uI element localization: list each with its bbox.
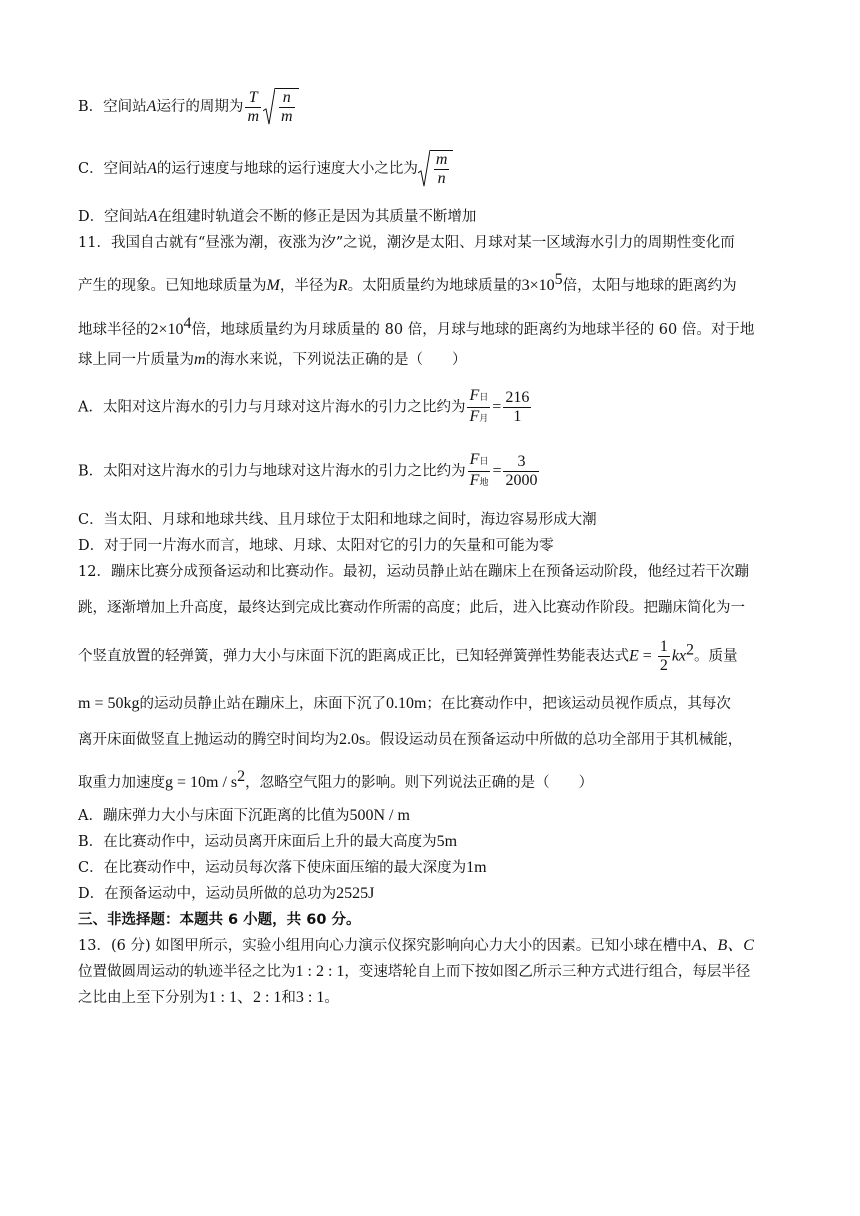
section-heading: 三、非选择题：本题共 6 小题，共 60 分。 — [78, 912, 361, 928]
text: B．空间站 — [78, 99, 147, 115]
text: C．空间站 — [78, 161, 148, 177]
q11-line-3: 地球半径的$2\times 10^4$倍，地球质量约为月球质量的 80 倍，月球与地球的距离约为地球半径的 60 倍。对于地 — [78, 315, 755, 338]
q12-option-a: A．蹦床弹力大小与床面下沉距离的比值为500N / m — [78, 807, 410, 824]
text: 运行的周期为 — [156, 99, 244, 115]
q10-option-d: D．空间站A在组建时轨道会不断的修正是因为其质量不断增加 — [78, 208, 477, 225]
fraction: $\frac{3}{2000}$ — [505, 453, 538, 489]
q12-option-c: C．在比赛动作中，运动员每次落下使床面压缩的最大深度为1m — [78, 859, 487, 876]
var: A — [147, 160, 157, 177]
fraction: $\frac{1}{2}$ — [659, 638, 668, 674]
q12-option-b: B．在比赛动作中，运动员离开床面后上升的最大高度为5m — [78, 833, 458, 850]
sqrt: $\frac{m}{n}$ — [418, 150, 454, 188]
q10-option-c — [78, 150, 453, 188]
q12-line-5: 离开床面做竖直上抛运动的腾空时间均为2.0s。假设运动员在预备运动中所做的总功全部用于其机械能， — [78, 731, 743, 748]
q12-line-6: 取重力加速度$g = 10m / s^2$，忽略空气阻力的影响。则下列说法正确的是（ ） — [78, 768, 594, 791]
q13-line-2: 位置做圆周运动的轨迹半径之比为1 : 2 : 1，变速塔轮自上而下按如图乙所示三种方式进行组合，每层半径 — [78, 963, 751, 980]
q10-option-b — [78, 88, 299, 126]
q11-option-a: A．太阳对这片海水的引力与月球对这片海水的引力之比约为 $\frac{\text{F日}}{\text{F月}}$ = $\frac{216}{1}$ — [78, 387, 533, 428]
fraction: $\frac{\text{F日}}{\text{F月}}$ — [469, 387, 489, 425]
text: 的运行速度与地球的运行速度大小之比为 — [156, 161, 418, 177]
q12-line-4: m = 50kg的运动员静止站在蹦床上，床面下沉了0.10m；在比赛动作中，把该运动员视作质点，其每次 — [78, 695, 731, 712]
q12-option-d: D．在预备运动中，运动员所做的总功为2525J — [78, 885, 375, 902]
sqrt: $\frac{n}{m}$ — [263, 88, 299, 126]
q11-line-4: 球上同一片质量为m的海水来说，下列说法正确的是（ ） — [78, 351, 467, 368]
fraction: $\frac{\text{F日}}{\text{F地}}$ — [469, 451, 489, 489]
q13-line-1: 13．(6 分) 如图甲所示，实验小组用向心力演示仪探究影响向心力大小的因素。已知小球在槽中A、B、C — [78, 937, 754, 954]
fraction: $\frac{T}{m}$ — [247, 88, 259, 125]
q12-line-2: 跳，逐渐增加上升高度，最终达到完成比赛动作所需的高度；此后，进入比赛动作阶段。把蹦床简化为一 — [78, 600, 745, 616]
q11-option-c: C．当太阳、月球和地球共线、且月球位于太阳和地球之间时，海边容易形成大潮 — [78, 512, 597, 528]
q13-line-3: 之比由上至下分别为1 : 1、2 : 1和3 : 1。 — [78, 989, 339, 1006]
q11-option-d: D．对于同一片海水而言，地球、月球、太阳对它的引力的矢量和可能为零 — [78, 538, 554, 554]
q11-option-b: B．太阳对这片海水的引力与地球对这片海水的引力之比约为 $\frac{\text{F日}}{\text{F地}}$ = $\frac{3}{2000}$ — [78, 451, 541, 492]
q12-line-1: 12．蹦床比赛分成预备运动和比赛动作。最初，运动员静止站在蹦床上在预备运动阶段，他经过若干次蹦 — [78, 564, 749, 580]
var: A — [146, 98, 157, 115]
q11-line-2: 产生的现象。已知地球质量为M，半径为R。太阳质量约为地球质量的$3\times 10^5$倍，太阳与地球的距离约为 — [78, 271, 737, 294]
q12-line-3: 个竖直放置的轻弹簧，弹力大小与床面下沉的距离成正比，已知轻弹簧弹性势能表达式E = $\frac{1}{2}$ $kx^2$。质量 — [78, 638, 738, 674]
q11-line-1: 11．我国自古就有“昼涨为潮，夜涨为汐”之说，潮汐是太阳、月球对某一区域海水引力的周期性变化而 — [78, 235, 735, 251]
fraction: $\frac{216}{1}$ — [505, 389, 530, 425]
